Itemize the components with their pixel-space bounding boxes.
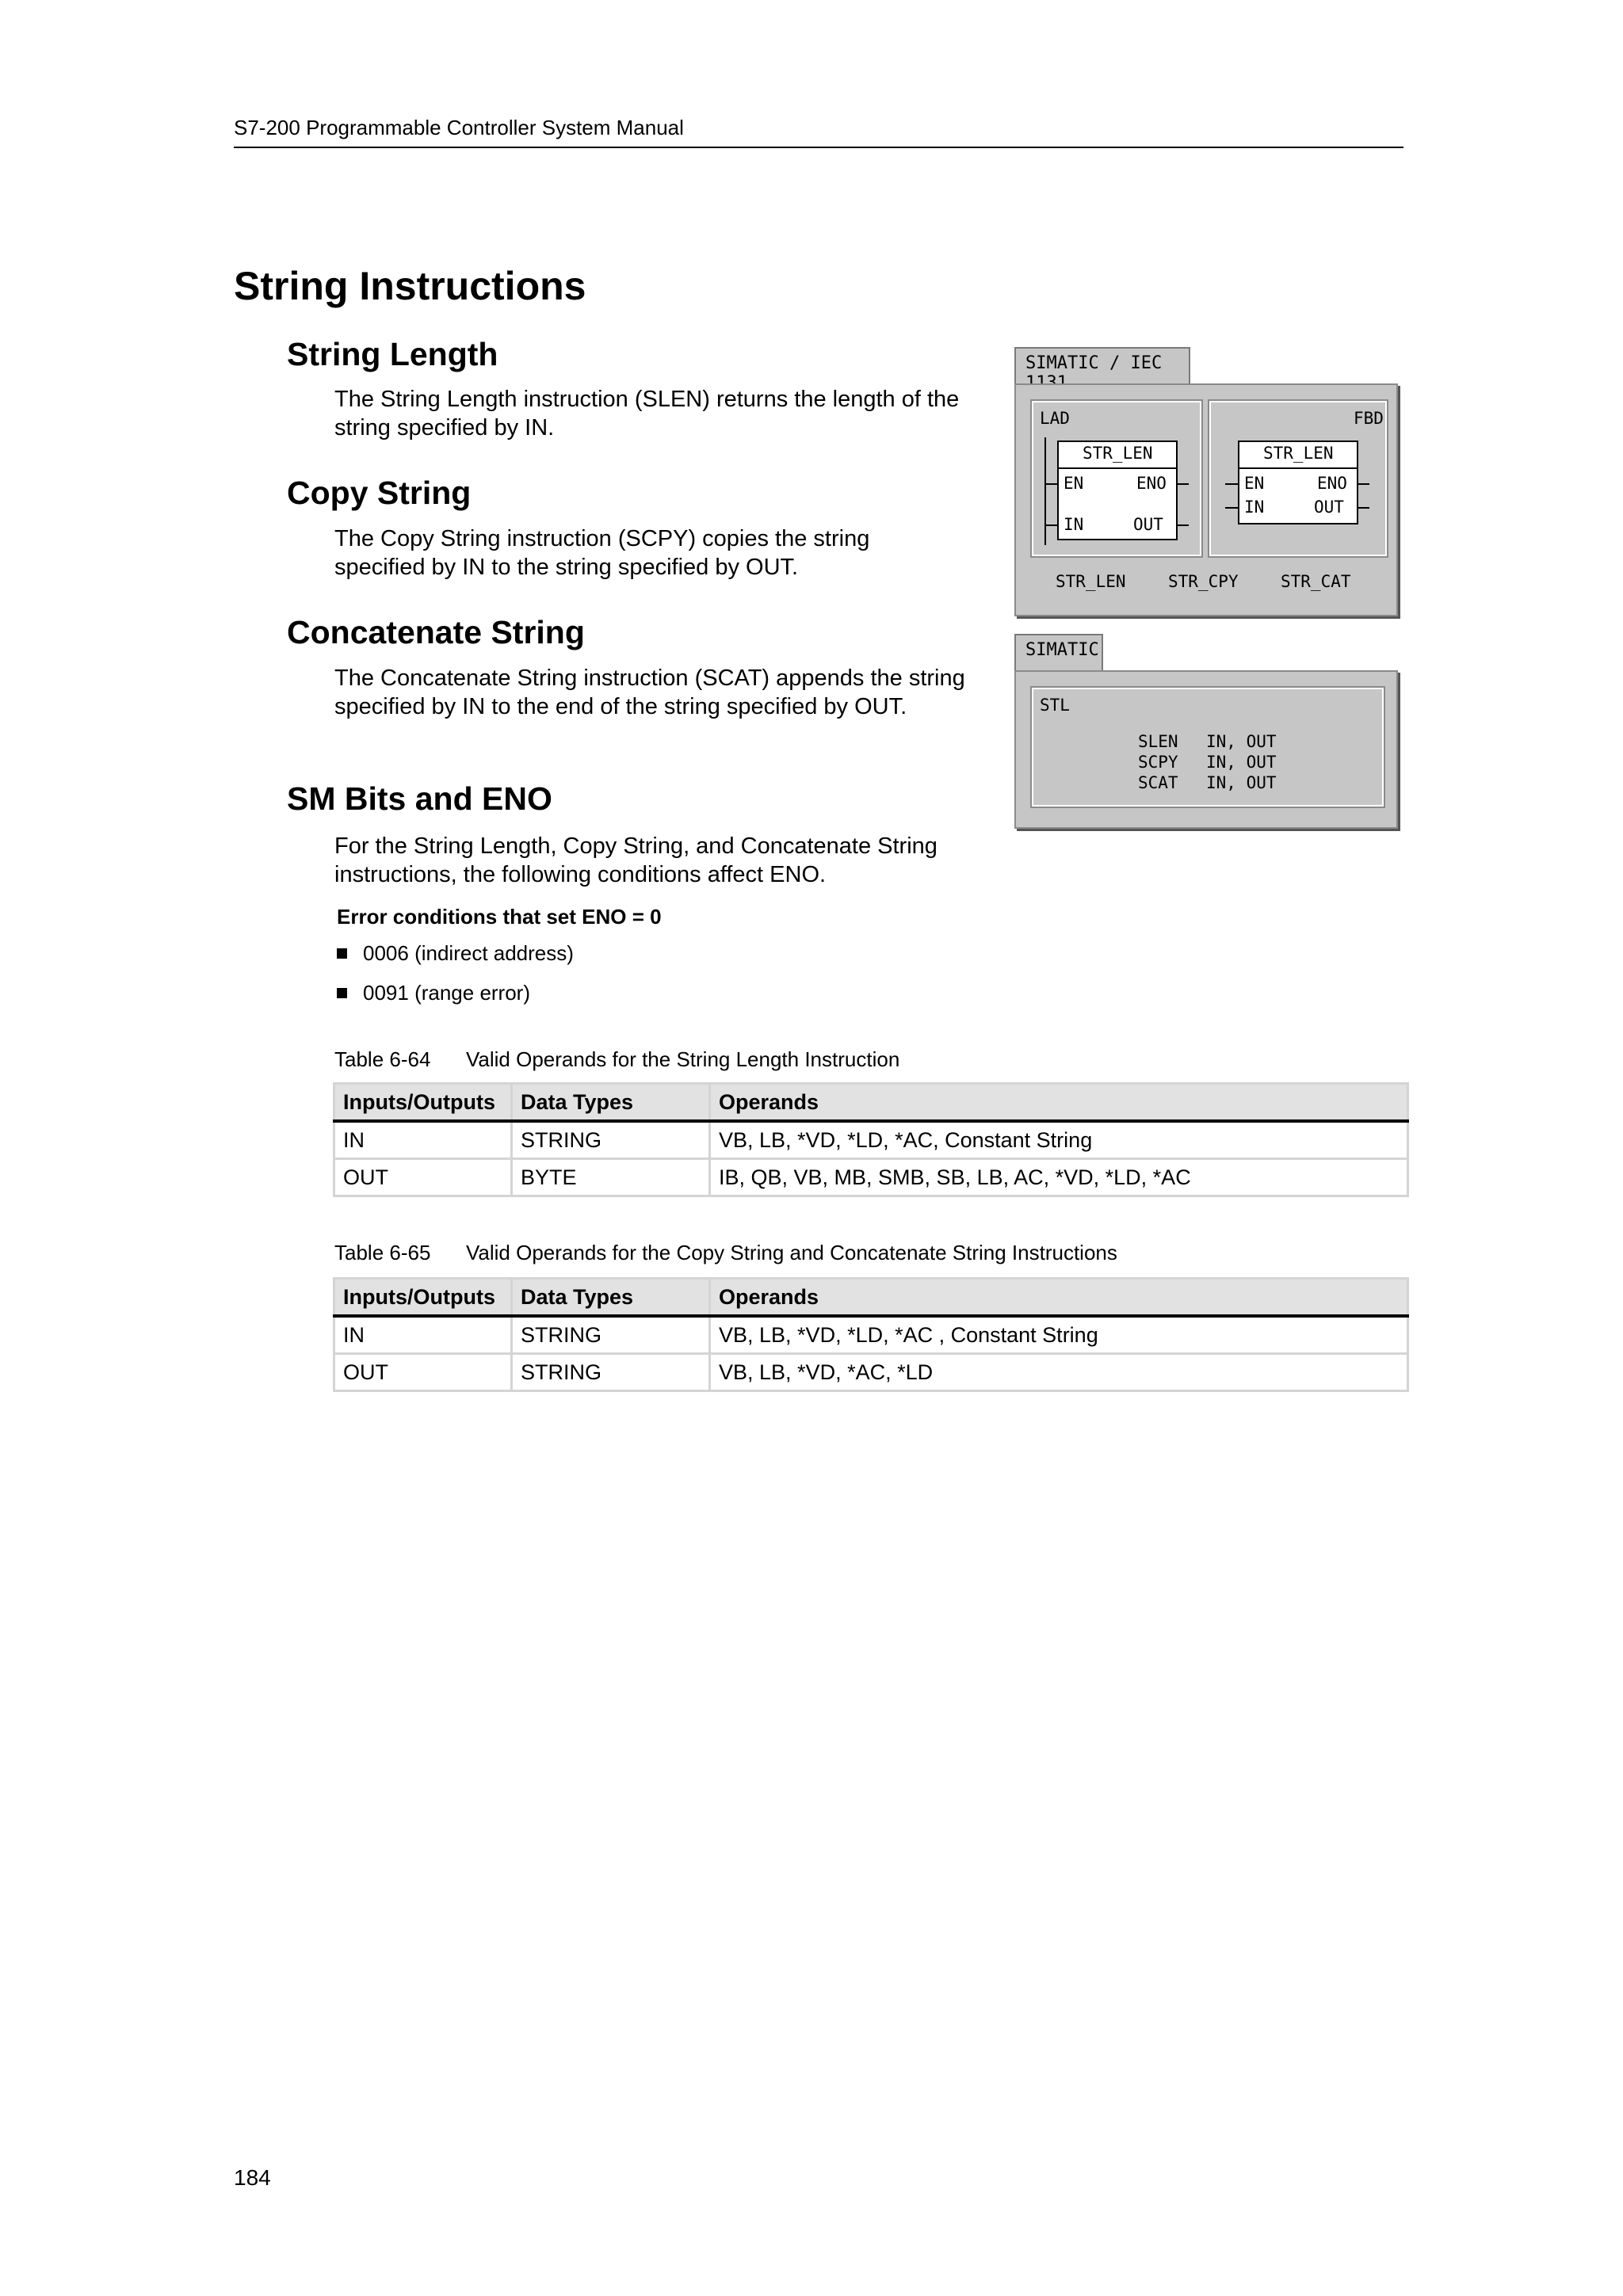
lad-fbd-panel (1014, 383, 1398, 616)
lad-pin-out: OUT (1133, 515, 1163, 534)
table-cell: VB, LB, *VD, *LD, *AC, Constant String (710, 1121, 1408, 1159)
table-header-cell: Inputs/Outputs (334, 1279, 512, 1317)
stl-op: SLEN (1138, 732, 1178, 751)
instruction-name: STR_CAT (1281, 572, 1351, 591)
table-cell: IB, QB, VB, MB, SMB, SB, LB, AC, *VD, *LD, *AC (710, 1159, 1408, 1196)
instruction-name: STR_CPY (1168, 572, 1239, 591)
stl-op: SCPY (1138, 753, 1178, 772)
table-row (334, 1316, 1408, 1354)
running-header: S7-200 Programmable Controller System Manual (234, 116, 684, 139)
table-row (334, 1354, 1408, 1391)
stl-args: IN, OUT (1206, 753, 1277, 772)
lad-pin-eno: ENO (1136, 474, 1167, 493)
fbd-block (1238, 441, 1358, 524)
lad-block-title: STR_LEN (1083, 444, 1153, 463)
table-row (334, 1121, 1408, 1159)
stl-op: SCAT (1138, 773, 1178, 792)
table-header-cell: Operands (710, 1084, 1408, 1122)
error-conditions-title: Error conditions that set ENO = 0 (337, 905, 662, 929)
fbd-pin-eno: ENO (1317, 474, 1347, 493)
stl-args: IN, OUT (1206, 732, 1277, 751)
heading-concatenate-string: Concatenate String (287, 614, 585, 650)
stl-label: STL (1040, 696, 1070, 715)
table-cell: OUT (334, 1159, 512, 1196)
table-cell: IN (334, 1121, 512, 1159)
fbd-pin-out: OUT (1314, 498, 1344, 517)
table-cell: OUT (334, 1354, 512, 1391)
table-row (334, 1159, 1408, 1196)
operands-table-scpy-scat (333, 1277, 1409, 1392)
table-caption: Table 6-64 Valid Operands for the String Length Instruction (334, 1047, 900, 1071)
lad-view[interactable] (1032, 401, 1201, 556)
tab-simatic[interactable]: SIMATIC (1014, 634, 1103, 672)
table-cell: STRING (512, 1354, 710, 1391)
tab-simatic-iec[interactable]: SIMATIC / IEC (1014, 347, 1190, 385)
fbd-pin-en: EN (1244, 474, 1265, 493)
bullet-square-icon (337, 948, 347, 959)
page-number: 184 (234, 2165, 271, 2190)
table-header-cell: Operands (710, 1279, 1408, 1317)
table-header-row (334, 1279, 1408, 1317)
lad-block (1057, 441, 1178, 540)
table-cell: VB, LB, *VD, *LD, *AC , Constant String (710, 1316, 1408, 1354)
body-sm-bits-eno: For the String Length, Copy String, and Concatenate String instructions, the following conditions affect ENO. (334, 833, 938, 887)
lad-label: LAD (1040, 409, 1070, 428)
table-cell: STRING (512, 1121, 710, 1159)
error-item: 0006 (indirect address) (337, 941, 574, 966)
table-cell: BYTE (512, 1159, 710, 1196)
stl-panel (1014, 670, 1398, 829)
lad-pin-en: EN (1064, 474, 1084, 493)
operands-table-slen (333, 1082, 1409, 1197)
heading-string-length: String Length (287, 336, 498, 372)
table-header-cell: Inputs/Outputs (334, 1084, 512, 1122)
fbd-block-title: STR_LEN (1263, 444, 1334, 463)
body-concatenate-string: The Concatenate String instruction (SCAT) appends the string specified by IN to the end of the string specified by OUT. (334, 666, 965, 719)
table-header-cell: Data Types (512, 1084, 710, 1122)
stl-view[interactable] (1032, 688, 1384, 807)
bullet-square-icon (337, 988, 347, 998)
fbd-pin-in: IN (1244, 498, 1265, 517)
fbd-view[interactable] (1209, 401, 1387, 556)
header-rule (234, 147, 1403, 148)
table-cell: IN (334, 1316, 512, 1354)
fbd-label: FBD (1354, 409, 1384, 428)
heading-sm-bits-eno: SM Bits and ENO (287, 780, 552, 817)
table-header-row (334, 1084, 1408, 1122)
body-string-length: The String Length instruction (SLEN) returns the length of the string specified by IN. (334, 387, 960, 441)
table-caption: Table 6-65 Valid Operands for the Copy String and Concatenate String Instructions (334, 1241, 1117, 1264)
body-copy-string: The Copy String instruction (SCPY) copies the string specified by IN to the string specified by OUT. (334, 526, 870, 580)
page-title: String Instructions (234, 264, 586, 308)
instruction-name: STR_LEN (1056, 572, 1126, 591)
lad-pin-in: IN (1064, 515, 1084, 534)
error-item: 0091 (range error) (337, 981, 530, 1005)
table-cell: STRING (512, 1316, 710, 1354)
table-header-cell: Data Types (512, 1279, 710, 1317)
table-cell: VB, LB, *VD, *AC, *LD (710, 1354, 1408, 1391)
stl-args: IN, OUT (1206, 773, 1277, 792)
heading-copy-string: Copy String (287, 475, 472, 511)
